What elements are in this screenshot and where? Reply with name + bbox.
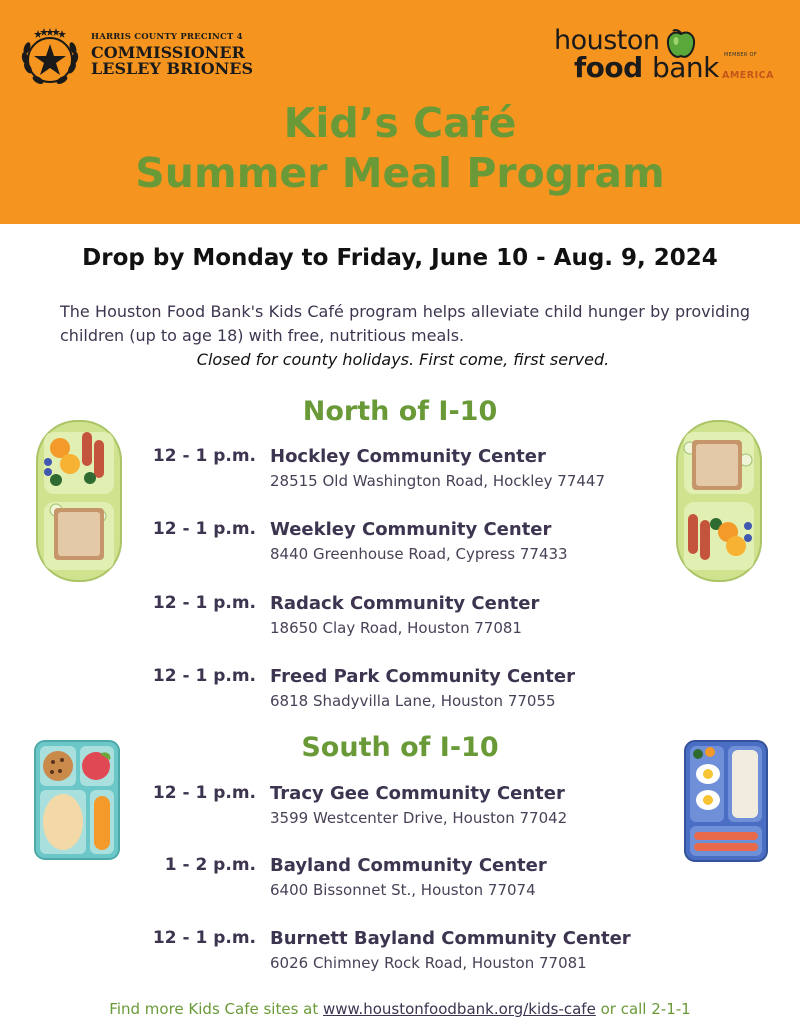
site-address: 6026 Chimney Rock Road, Houston 77081 <box>270 954 587 972</box>
site-name: Bayland Community Center <box>270 855 547 876</box>
site-address: 3599 Westcenter Drive, Houston 77042 <box>270 809 568 827</box>
site-address: 6818 Shadyvilla Lane, Houston 77055 <box>270 692 556 710</box>
header-banner <box>0 0 800 224</box>
page-title <box>0 98 800 198</box>
site-time: 12 - 1 p.m. <box>152 593 256 613</box>
commissioner-name: LESLEY BRIONES <box>91 59 254 78</box>
precinct-label: HARRIS COUNTY PRECINCT 4 <box>91 32 243 42</box>
member-of-label: MEMBER OF <box>724 52 757 58</box>
site-entry <box>140 855 700 907</box>
site-name: Burnett Bayland Community Center <box>270 928 631 949</box>
region-title-north: North of I-10 <box>302 396 498 427</box>
region-title-south: South of I-10 <box>301 732 499 763</box>
lunchbox-sandwich-icon <box>676 420 762 582</box>
lunchbox-pasta-icon <box>34 740 120 860</box>
site-entry <box>140 593 700 645</box>
site-entry <box>140 666 700 718</box>
site-time: 12 - 1 p.m. <box>152 519 256 539</box>
site-address: 28515 Old Washington Road, Hockley 77447 <box>270 472 605 490</box>
logo-houston-text: houston <box>554 25 660 56</box>
site-time: 12 - 1 p.m. <box>152 783 256 803</box>
lunchbox-sandwich-icon <box>36 420 122 582</box>
site-name: Weekley Community Center <box>270 519 552 540</box>
title-line-1: Kid’s Café <box>283 99 517 147</box>
intro-note: Closed for county holidays. First come, first served. <box>196 350 610 369</box>
schedule-heading: Drop by Monday to Friday, June 10 - Aug. 9, 2024 <box>82 245 718 271</box>
site-entry <box>140 928 700 980</box>
precinct-text <box>91 32 253 77</box>
site-name: Hockley Community Center <box>270 446 546 467</box>
houston-food-bank-logo <box>554 26 784 88</box>
site-time: 12 - 1 p.m. <box>152 666 256 686</box>
precinct-logo <box>18 28 258 88</box>
lunchbox-rice-icon <box>684 740 768 862</box>
title-line-2: Summer Meal Program <box>135 149 665 197</box>
site-entry <box>140 446 700 498</box>
footer-suffix: or call 2-1-1 <box>595 1000 691 1018</box>
site-time: 12 - 1 p.m. <box>152 446 256 466</box>
logo-bank-text: bank <box>652 51 719 84</box>
site-entry <box>140 783 700 835</box>
commissioner-label: COMMISSIONER <box>91 43 245 62</box>
site-name: Tracy Gee Community Center <box>270 783 565 804</box>
site-entry <box>140 519 700 571</box>
feeding-america-label: AMERICA <box>722 70 774 81</box>
star-seal-icon <box>18 28 82 88</box>
site-name: Freed Park Community Center <box>270 666 575 687</box>
site-address: 18650 Clay Road, Houston 77081 <box>270 619 522 637</box>
site-address: 8440 Greenhouse Road, Cypress 77433 <box>270 545 568 563</box>
site-time: 12 - 1 p.m. <box>152 928 256 948</box>
footer-prefix: Find more Kids Cafe sites at <box>109 1000 323 1018</box>
site-time: 1 - 2 p.m. <box>164 855 256 875</box>
kids-cafe-link[interactable]: www.houstonfoodbank.org/kids-cafe <box>323 1000 596 1018</box>
logo-food-text: food <box>574 51 643 84</box>
intro-text: The Houston Food Bank's Kids Café program helps alleviate child hunger by providing children (up to age 18) with free, nutritious meals. <box>60 302 750 345</box>
footer <box>0 1000 800 1018</box>
site-name: Radack Community Center <box>270 593 540 614</box>
site-address: 6400 Bissonnet St., Houston 77074 <box>270 881 536 899</box>
